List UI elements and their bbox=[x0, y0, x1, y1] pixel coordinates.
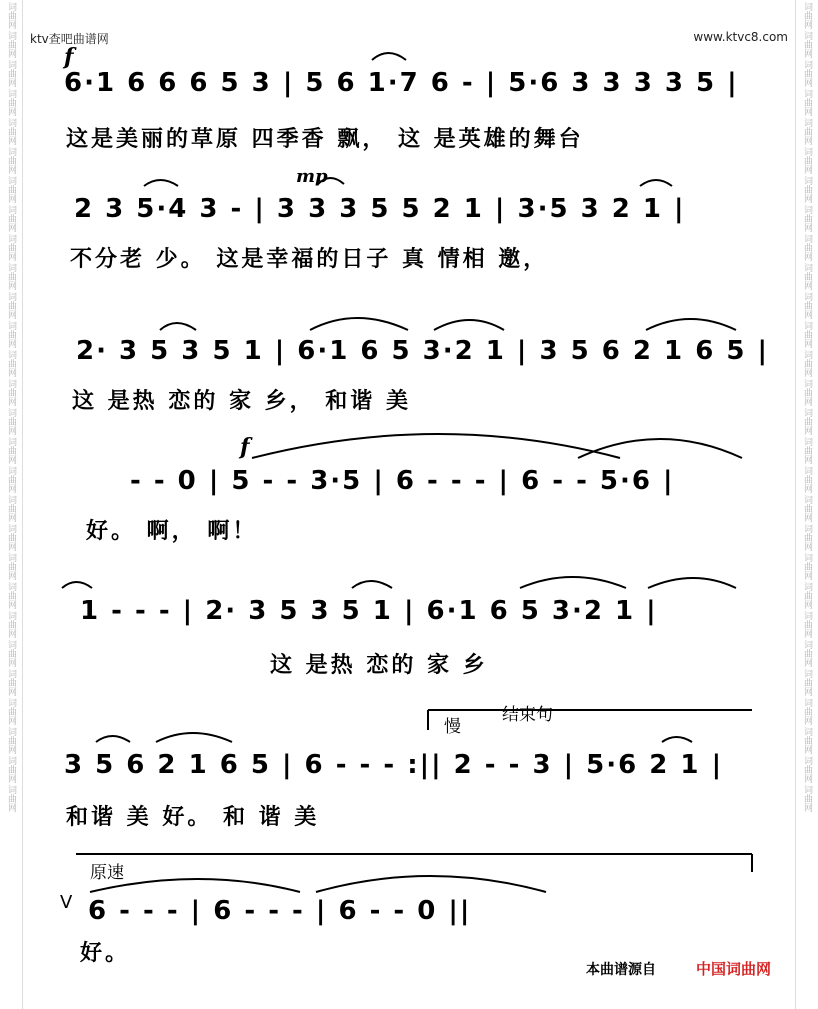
side-watermark-text: 词曲网 bbox=[802, 437, 812, 464]
side-watermark-text: 词曲网 bbox=[802, 379, 812, 406]
notes-line-6: 3 5 6 2 1 6 5 | 6 - - - :|| 2 - - 3 | 5·6 2 1 | bbox=[64, 750, 724, 780]
side-watermark-text: 词曲网 bbox=[802, 669, 812, 696]
lyrics-line-3: 这 是热 恋的 家 乡， 和谐 美 bbox=[72, 388, 411, 414]
source-label: 本曲谱源自 bbox=[586, 962, 656, 978]
side-watermark-text: 词曲网 bbox=[6, 553, 16, 580]
side-watermark-text: 词曲网 bbox=[6, 640, 16, 667]
left-watermark: ktv查吧曲谱网 bbox=[30, 32, 109, 46]
side-watermark-text: 词曲网 bbox=[6, 89, 16, 116]
lyrics-line-6: 和谐 美 好。 和 谐 美 bbox=[66, 804, 320, 830]
side-watermark-text: 词曲网 bbox=[6, 147, 16, 174]
side-watermark-text: 词曲网 bbox=[6, 466, 16, 493]
side-watermark-text: 词曲网 bbox=[6, 524, 16, 551]
side-watermark-text: 词曲网 bbox=[6, 756, 16, 783]
lyrics-line-4: 好。 啊， 啊！ bbox=[86, 518, 258, 544]
dynamic-forte-2: f bbox=[240, 434, 250, 460]
side-watermark-text: 词曲网 bbox=[802, 205, 812, 232]
notes-line-5: 1 - - - | 2· 3 5 3 5 1 | 6·1 6 5 3·2 1 | bbox=[80, 596, 658, 626]
lyrics-line-2: 不分老 少。 这是幸福的日子 真 情相 邀， bbox=[70, 246, 549, 272]
notes-line-4: - - 0 | 5 - - 3·5 | 6 - - - | 6 - - 5·6 | bbox=[130, 466, 675, 496]
side-watermark-text: 词曲网 bbox=[802, 524, 812, 551]
dynamic-forte-1: f bbox=[64, 44, 74, 70]
side-watermark-text: 词曲网 bbox=[6, 437, 16, 464]
side-watermark-text: 词曲网 bbox=[6, 31, 16, 58]
side-watermark-text: 词曲网 bbox=[802, 350, 812, 377]
side-watermark-text: 词曲网 bbox=[6, 408, 16, 435]
side-watermark-text: 词曲网 bbox=[802, 785, 812, 812]
breath-mark: V bbox=[60, 892, 73, 913]
side-watermark-text: 词曲网 bbox=[802, 611, 812, 638]
side-watermark-text: 词曲网 bbox=[802, 234, 812, 261]
side-watermark-text: 词曲网 bbox=[802, 263, 812, 290]
side-watermark-text: 词曲网 bbox=[802, 147, 812, 174]
right-watermark-strip bbox=[795, 0, 818, 1009]
side-watermark-text: 词曲网 bbox=[6, 234, 16, 261]
side-watermark-text: 词曲网 bbox=[802, 321, 812, 348]
side-watermark-text: 词曲网 bbox=[6, 176, 16, 203]
dynamic-mezzo-piano: mp bbox=[296, 166, 328, 187]
source-name: 中国词曲网 bbox=[696, 960, 772, 978]
side-watermark-text: 词曲网 bbox=[6, 727, 16, 754]
side-watermark-text: 词曲网 bbox=[802, 60, 812, 87]
side-watermark-text: 词曲网 bbox=[6, 611, 16, 638]
ending-marker: 结束句 bbox=[502, 705, 553, 725]
side-watermark-text: 词曲网 bbox=[6, 698, 16, 725]
side-watermark-text: 词曲网 bbox=[802, 553, 812, 580]
side-watermark-text: 词曲网 bbox=[6, 495, 16, 522]
side-watermark-text: 词曲网 bbox=[802, 89, 812, 116]
side-watermark-text: 词曲网 bbox=[802, 640, 812, 667]
original-tempo-marker: 原速 bbox=[90, 863, 124, 883]
side-watermark-text: 词曲网 bbox=[802, 756, 812, 783]
side-watermark-text: 词曲网 bbox=[6, 2, 16, 29]
left-watermark-strip bbox=[0, 0, 23, 1009]
side-watermark-text: 词曲网 bbox=[802, 582, 812, 609]
side-watermark-text: 词曲网 bbox=[802, 466, 812, 493]
side-watermark-text: 词曲网 bbox=[802, 698, 812, 725]
lyrics-line-1: 这是美丽的草原 四季香 飘， 这 是英雄的舞台 bbox=[66, 126, 584, 152]
side-watermark-text: 词曲网 bbox=[6, 321, 16, 348]
side-watermark-text: 词曲网 bbox=[802, 495, 812, 522]
side-watermark-text: 词曲网 bbox=[802, 31, 812, 58]
side-watermark-text: 词曲网 bbox=[802, 292, 812, 319]
notes-line-1: 6·1 6 6 6 5 3 | 5 6 1·7 6 - | 5·6 3 3 3 3 5 | bbox=[64, 68, 739, 98]
side-watermark-text: 词曲网 bbox=[802, 176, 812, 203]
side-watermark-text: 词曲网 bbox=[6, 118, 16, 145]
lyrics-line-5: 这 是热 恋的 家 乡 bbox=[270, 652, 488, 678]
notes-line-2: 2 3 5·4 3 - | 3 3 3 5 5 2 1 | 3·5 3 2 1 | bbox=[74, 194, 686, 224]
side-watermark-text: 词曲网 bbox=[802, 2, 812, 29]
side-watermark-text: 词曲网 bbox=[6, 379, 16, 406]
side-watermark-text: 词曲网 bbox=[6, 205, 16, 232]
side-watermark-text: 词曲网 bbox=[6, 292, 16, 319]
notes-line-3: 2· 3 5 3 5 1 | 6·1 6 5 3·2 1 | 3 5 6 2 1 6 5 | bbox=[76, 336, 769, 366]
slow-marker: 慢 bbox=[444, 717, 461, 737]
side-watermark-text: 词曲网 bbox=[6, 785, 16, 812]
side-watermark-text: 词曲网 bbox=[6, 582, 16, 609]
side-watermark-text: 词曲网 bbox=[802, 118, 812, 145]
lyrics-line-7: 好。 bbox=[80, 940, 131, 966]
side-watermark-text: 词曲网 bbox=[6, 350, 16, 377]
side-watermark-text: 词曲网 bbox=[6, 60, 16, 87]
notes-line-7: 6 - - - | 6 - - - | 6 - - 0 || bbox=[88, 896, 472, 926]
side-watermark-text: 词曲网 bbox=[802, 408, 812, 435]
right-watermark: www.ktvc8.com bbox=[693, 30, 788, 44]
side-watermark-text: 词曲网 bbox=[6, 669, 16, 696]
side-watermark-text: 词曲网 bbox=[802, 727, 812, 754]
side-watermark-text: 词曲网 bbox=[6, 263, 16, 290]
